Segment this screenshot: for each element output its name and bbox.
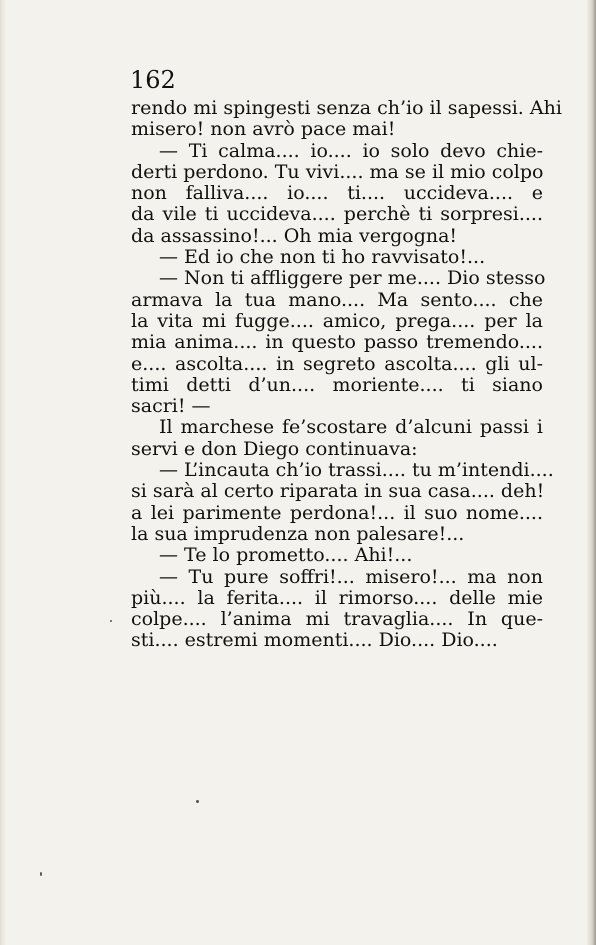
- text-line: servi e don Diego continuava:: [131, 437, 418, 460]
- text-line: la sua imprudenza non palesare!...: [131, 522, 465, 545]
- page-right-edge: [586, 0, 596, 945]
- text-line: timi detti d’un.... moriente.... ti siano: [131, 373, 543, 396]
- text-line: non falliva.... io.... ti.... uccideva.... e: [131, 182, 543, 205]
- text-line: Il marchese fe’scostare d’alcuni passi i: [159, 416, 543, 439]
- text-line: a lei parimente perdona!... il suo nome....: [131, 501, 543, 524]
- text-line: — Te lo prometto.... Ahi!...: [159, 544, 413, 567]
- paper-speck: [110, 620, 112, 622]
- text-line: armava la tua mano.... Ma sento.... che: [131, 288, 543, 311]
- text-line: da assassino!... Oh mia vergogna!: [131, 224, 458, 247]
- text-line: più.... la ferita.... il rimorso.... delle mie: [131, 586, 543, 609]
- page-number: 162: [130, 66, 176, 94]
- text-line: misero! non avrò pace mai!: [131, 118, 396, 141]
- text-line: — L’incauta ch’io trassi.... tu m’intendi....: [159, 459, 554, 482]
- text-line: — Ed io che non ti ho ravvisato!...: [159, 246, 486, 269]
- text-line: rendo mi spingesti senza ch’io il sapessi. Ahi: [131, 97, 562, 119]
- text-line: e.... ascolta.... in segreto ascolta.... gli ul-: [131, 352, 543, 375]
- body-text: [131, 97, 562, 652]
- text-line: mia anima.... in questo passo tremendo....: [131, 331, 543, 354]
- text-line: da vile ti uccideva.... perchè ti sorpresi....: [131, 203, 543, 226]
- paper-speck: [196, 800, 199, 803]
- text-line: si sarà al certo riparata in sua casa.... deh!: [131, 480, 545, 503]
- text-line: sti.... estremi momenti.... Dio.... Dio....: [131, 629, 498, 652]
- page-left-edge: [0, 0, 6, 945]
- text-line: — Tu pure soffri!... misero!... ma non: [159, 565, 543, 588]
- text-line: colpe.... l’anima mi travaglia.... In que-: [131, 608, 543, 631]
- text-line: la vita mi fugge.... amico, prega.... per la: [131, 309, 543, 332]
- text-line: — Ti calma.... io.... io solo devo chie-: [159, 139, 543, 162]
- text-line: sacri! —: [131, 395, 211, 418]
- text-line: derti perdono. Tu vivi.... ma se il mio colpo: [131, 160, 544, 183]
- paper-speck: [40, 872, 42, 876]
- text-line: — Non ti affliggere per me.... Dio stesso: [159, 267, 546, 290]
